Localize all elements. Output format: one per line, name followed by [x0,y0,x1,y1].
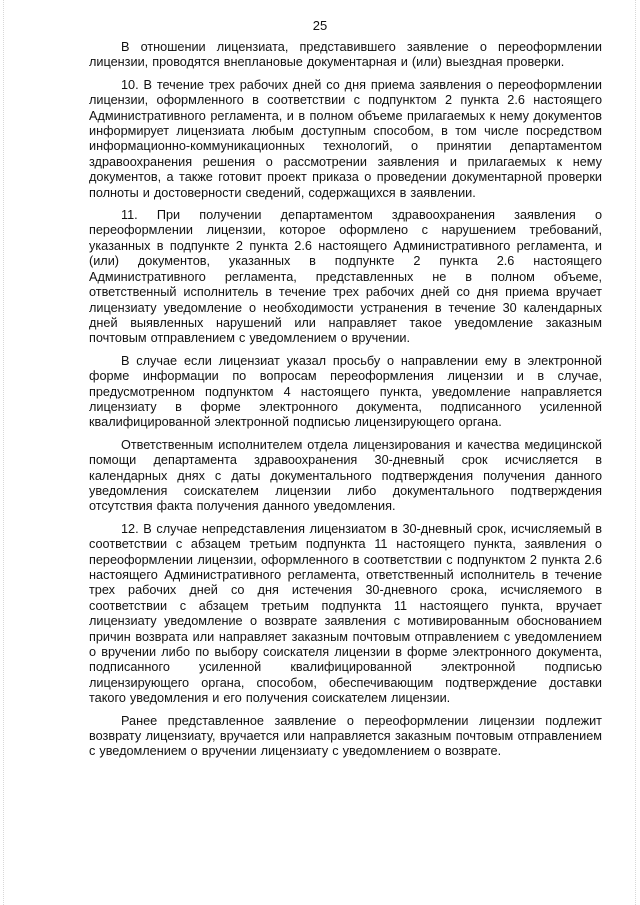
paragraph-return-application: Ранее представленное заявление о переоформлении лицензии подлежит возврату лицензиату, вручается или направляется заказным почтовым отправлением с уведомлением о вручении лицензиату с уведомлением о возврате. [89,713,602,759]
paragraph-30-day-term: Ответственным исполнителем отдела лицензирования и качества медицинской помощи департамента здравоохранения 30-дневный срок исчисляется в календарных днях с даты документального подтверждения получения данного уведомления соискателем лицензии либо документального подтверждения отсутствия факта получения данного уведомления. [89,437,602,514]
paragraph-item-10: 10. В течение трех рабочих дней со дня приема заявления о переоформлении лицензии, оформленного в соответствии с подпунктом 2 пункта 2.6 настоящего Административного регламента, и в полном объеме прилагаемых к нему документов информирует лицензиата любым доступным способом, в том числе посредством информационно-коммуникационных технологий, о принятии департаментом здравоохранения решения о рассмотрении заявления и прилагаемых к нему документов, а также готовит проект приказа о проведении документарной проверки полноты и достоверности сведений, содержащихся в заявлении. [89,77,602,200]
scan-edge-left [3,0,5,905]
page-number: 25 [312,18,328,33]
document-body [89,40,602,767]
scan-edge-right [635,0,637,905]
paragraph-licensee-inspection: В отношении лицензиата, представившего заявление о переоформлении лицензии, проводятся внеплановые документарная и (или) выездная проверки. [89,40,602,70]
paragraph-item-12: 12. В случае непредставления лицензиатом в 30-дневный срок, исчисляемый в соответствии с абзацем третьим подпункта 11 настоящего пункта, заявления о переоформлении лицензии, оформленного в соответствии с подпунктом 2 пункта 2.6 настоящего Административного регламента, ответственный исполнитель в течение трех рабочих дней со дня истечения 30-дневного срока, исчисляемого в соответствии с абзацем третьим подпункта 11 настоящего пункта, вручает лицензиату уведомление о возврате заявления с мотивированным обоснованием причин возврата или направляет заказным почтовым отправлением с уведомлением о вручении либо по выбору соискателя лицензии в форме электронного документа, подписанного усиленной квалифицированной электронной подписью лицензирующего органа, способом, обеспечивающим подтверждение доставки такого уведомления и его получения соискателем лицензии. [89,521,602,706]
paragraph-electronic-notice: В случае если лицензиат указал просьбу о направлении ему в электронной форме информации по вопросам переоформления лицензии и в случае, предусмотренном подпунктом 4 настоящего пункта, уведомление направляется лицензиату в форме электронного документа, подписанного усиленной квалифицированной электронной подписью лицензирующего органа. [89,353,602,430]
paragraph-item-11: 11. При получении департаментом здравоохранения заявления о переоформлении лицензии, которое оформлено с нарушением требований, указанных в подпункте 2 пункта 2.6 настоящего Административного регламента, и (или) документов, указанных в подпункте 2 пункта 2.6 настоящего Административного регламента, представленных не в полном объеме, ответственный исполнитель в течение трех рабочих дней со дня приема вручает лицензиату уведомление о необходимости устранения в течение 30 календарных дней выявленных нарушений или направляет такое уведомление заказным почтовым отправлением с уведомлением о вручении. [89,208,602,346]
